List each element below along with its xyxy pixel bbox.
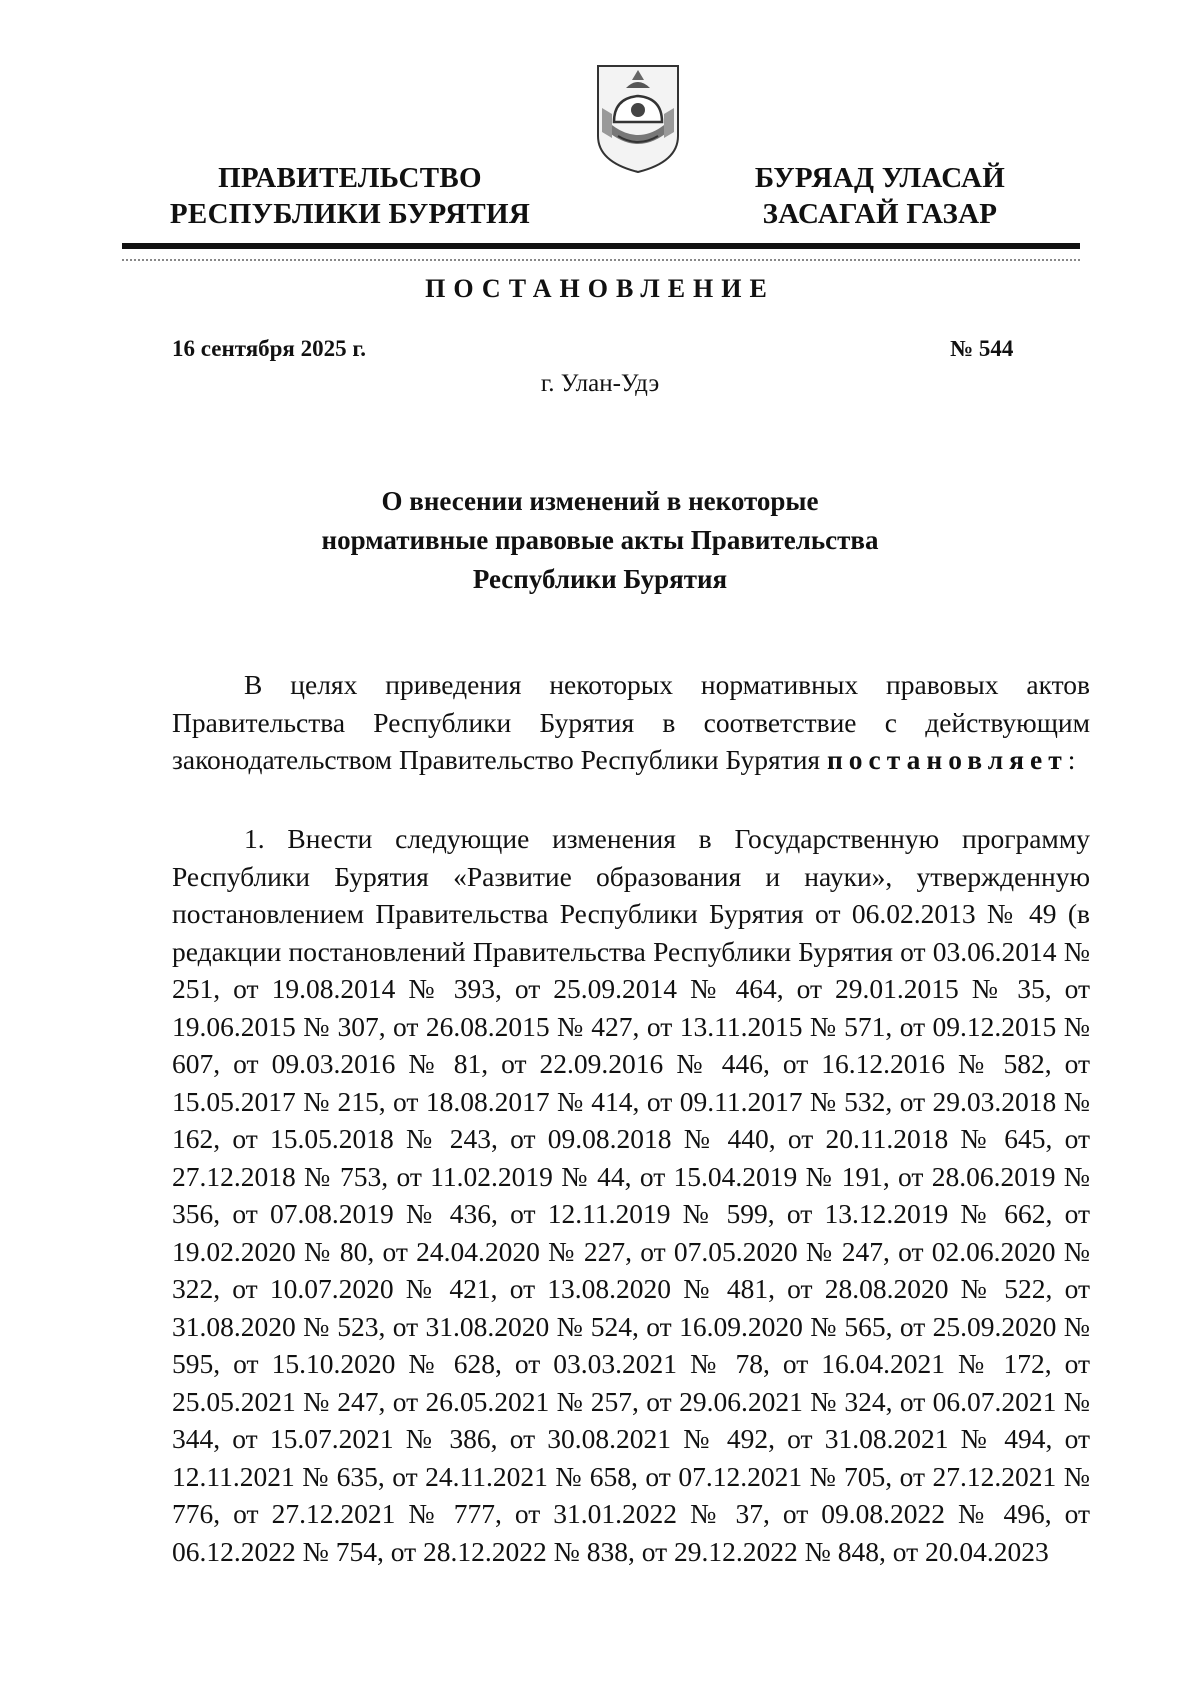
preamble-text: В целях приведения некоторых нормативных правовых актов Правительства Республики Бурятия в соответствие с действующим законодательством Правительство Республики Бурятия — [172, 669, 1090, 775]
document-title-line-1: О внесении изменений в некоторые — [381, 486, 819, 516]
document-place: г. Улан-Удэ — [540, 370, 660, 397]
org-name-russian — [150, 160, 550, 232]
org-name-russian-line-1: ПРАВИТЕЛЬСТВО — [218, 162, 482, 194]
resolves-word: постановляет — [826, 744, 1068, 775]
header-divider-thin — [122, 259, 1080, 261]
document-title-line-2: нормативные правовые акты Правительства — [321, 525, 879, 555]
document-title-line-3: Республики Бурятия — [472, 564, 728, 594]
header-divider-thick — [122, 243, 1080, 249]
document-date: 16 сентября 2025 г. — [172, 336, 366, 361]
org-name-russian-line-2: РЕСПУБЛИКИ БУРЯТИЯ — [169, 198, 531, 230]
preamble-colon: : — [1067, 744, 1076, 775]
document-type: ПОСТАНОВЛЕНИЕ — [425, 274, 775, 303]
org-name-buryat-line-2: ЗАСАГАЙ ГАЗАР — [762, 198, 998, 230]
coat-of-arms-icon — [588, 58, 688, 176]
preamble-paragraph — [172, 666, 1090, 779]
org-name-buryat — [720, 160, 1040, 232]
document-title — [0, 482, 1200, 599]
item-1-text: 1. Внести следующие изменения в Государственную программу Республики Бурятия «Развитие образования и науки», утвержденную постановлением Правительства Республики Бурятия от 06.02.2013 № 49 (в редакции постановлений Правительства Республики Бурятия от 03.06.2014 № 251, от 19.08.2014 № 393, от 25.09.2014 № 464, от 29.01.2015 № 35, от 19.06.2015 № 307, от 26.08.2015 № 427, от 13.11.2015 № 571, от 09.12.2015 № 607, от 09.03.2016 № 81, от 22.09.2016 № 446, от 16.12.2016 № 582, от 15.05.2017 № 215, от 18.08.2017 № 414, от 09.11.2017 № 532, от 29.03.2018 № 162, от 15.05.2018 № 243, от 09.08.2018 № 440, от 20.11.2018 № 645, от 27.12.2018 № 753, от 11.02.2019 № 44, от 15.04.2019 № 191, от 28.06.2019 № 356, от 07.08.2019 № 436, от 12.11.2019 № 599, от 13.12.2019 № 662, от 19.02.2020 № 80, от 24.04.2020 № 227, от 07.05.2020 № 247, от 02.06.2020 № 322, от 10.07.2020 № 421, от 13.08.2020 № 481, от 28.08.2020 № 522, от 31.08.2020 № 523, от 31.08.2020 № 524, от 16.09.2020 № 565, от 25.09.2020 № 595, от 15.10.2020 № 628, от 03.03.2021 № 78, от 16.04.2021 № 172, от 25.05.2021 № 247, от 26.05.2021 № 257, от 29.06.2021 № 324, от 06.07.2021 № 344, от 15.07.2021 № 386, от 30.08.2021 № 492, от 31.08.2021 № 494, от 12.11.2021 № 635, от 24.11.2021 № 658, от 07.12.2021 № 705, от 27.12.2021 № 776, от 27.12.2021 № 777, от 31.01.2022 № 37, от 09.08.2022 № 496, от 06.12.2022 № 754, от 28.12.2022 № 838, от 29.12.2022 № 848, от 20.04.2023 — [172, 823, 1090, 1567]
document-number: № 544 — [950, 336, 1014, 361]
org-name-buryat-line-1: БУРЯАД УЛАСАЙ — [754, 162, 1006, 194]
item-1-paragraph — [172, 820, 1090, 1570]
